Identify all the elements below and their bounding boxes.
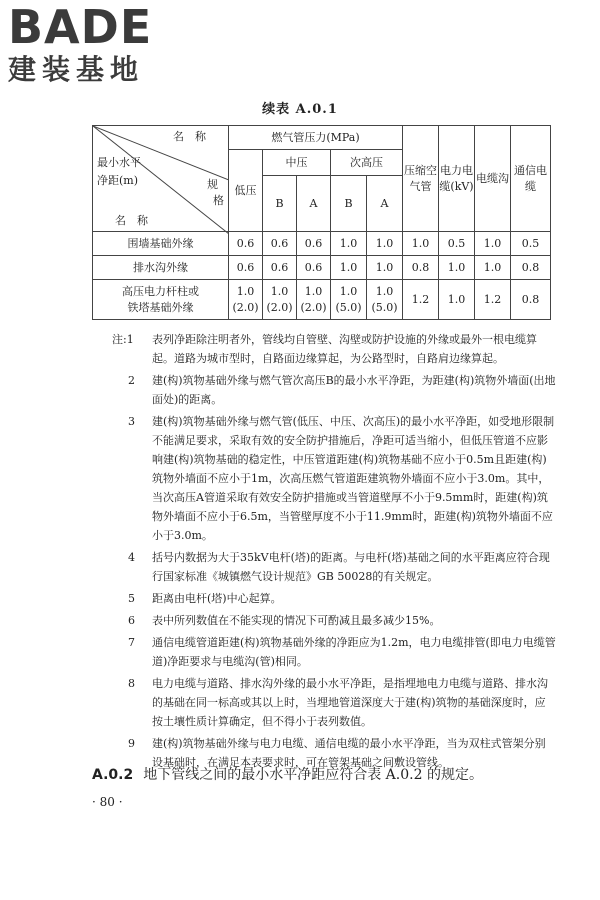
- table-row: [93, 256, 551, 280]
- logo: [8, 2, 152, 86]
- corner-name-top: 名 称: [173, 130, 206, 143]
- table-caption: 续表 A.0.1: [262, 102, 338, 117]
- cell: 0.6: [229, 232, 263, 256]
- cell: 0.8: [511, 256, 551, 280]
- cell: 0.6: [297, 232, 331, 256]
- table-notes: [112, 330, 556, 775]
- corner-min-horizontal: 最小水平: [97, 156, 141, 169]
- cell: 1.0 (2.0): [297, 280, 331, 320]
- corner-clearance-unit: 净距(m): [97, 174, 139, 187]
- note-number: 6: [128, 614, 135, 627]
- cell: 0.5: [511, 232, 551, 256]
- cell: 0.6: [229, 256, 263, 280]
- section-text: 地下管线之间的最小水平净距应符合表 A.0.2 的规定。: [143, 767, 483, 783]
- cell: 1.0: [403, 232, 439, 256]
- cell: 0.6: [263, 256, 297, 280]
- clearance-table: [92, 125, 551, 320]
- note-item: 注:1 表列净距除注明者外，管线均自管壁、沟壁或防护设施的外缘或最外一根电缆算起。道路为城市型时，自路面边缘算起，为公路型时，自路肩边缘算起。: [118, 330, 556, 368]
- cell: 1.0 (5.0): [367, 280, 403, 320]
- note-number: 7: [128, 636, 135, 649]
- note-item: 3 建(构)筑物基础外缘与燃气管(低压、中压、次高压)的最小水平净距，如受地形限制不能满足要求，采取有效的安全防护措施后，净距可适当缩小，但低压管道不应影响建(构)筑物基础的稳定性，中压管道距建(构)筑物基础不应小于0.5m且距建(构)筑物外墙面不应小于1m，次高压燃气管道距建筑物外墙面不应小于3.0m。其中，当次高压A管道采取有效安全防护措施或当管道壁厚不小于9.5mm时，距建(构)筑物外墙面不应小于6.5m，当管壁厚度不小于11.9mm时，距建(构)筑物外墙面不应小于3.0m。: [118, 412, 556, 545]
- cell: 1.0: [475, 256, 511, 280]
- note-item: 6 表中所列数值在不能实现的情况下可酌减且最多减少15%。: [118, 611, 556, 630]
- section-a-0-2: [92, 765, 562, 785]
- header-sub-high-a: A: [367, 176, 403, 232]
- cell: 1.0: [367, 256, 403, 280]
- header-low-pressure: 低压: [229, 150, 263, 232]
- note-number: 3: [128, 415, 135, 428]
- note-number: 5: [128, 592, 135, 605]
- cell: 1.0: [475, 232, 511, 256]
- note-item: 7 通信电缆管道距建(构)筑物基础外缘的净距应为1.2m，电力电缆排管(即电力电缆管道)净距要求与电缆沟(管)相同。: [118, 633, 556, 671]
- table-corner-cell: [93, 126, 229, 232]
- corner-spec-2: 格: [213, 194, 224, 207]
- note-item: 8 电力电缆与道路、排水沟外缘的最小水平净距，是指埋地电力电缆与道路、排水沟的基础在同一标高或其以上时，当埋地管道深度大于建(构)筑物的基础深度时，应按土壤性质计算确定，但不得小于表列数值。: [118, 674, 556, 731]
- note-item: 5 距离由电杆(塔)中心起算。: [118, 589, 556, 608]
- header-medium-a: A: [297, 176, 331, 232]
- header-sub-high-pressure: 次高压: [331, 150, 403, 176]
- header-compressed-air: 压缩空气管: [403, 126, 439, 232]
- section-number: A.0.2: [92, 767, 134, 783]
- note-number: 8: [128, 677, 135, 690]
- note-number: 2: [128, 374, 135, 387]
- row-name: 围墙基础外缘: [93, 232, 229, 256]
- cell: 0.6: [263, 232, 297, 256]
- cell: 1.0: [367, 232, 403, 256]
- cell: 0.8: [403, 256, 439, 280]
- table-row: [93, 232, 551, 256]
- row-name: 排水沟外缘: [93, 256, 229, 280]
- header-comm-cable: 通信电缆: [511, 126, 551, 232]
- cell: 1.0: [439, 256, 475, 280]
- cell: 1.2: [475, 280, 511, 320]
- logo-brand: BADE: [8, 0, 153, 54]
- table-row: [93, 280, 551, 320]
- logo-subtitle: 建装基地: [8, 53, 145, 86]
- cell: 1.0 (2.0): [263, 280, 297, 320]
- page-number: · 80 ·: [92, 795, 123, 809]
- header-gas-pressure: 燃气管压力(MPa): [229, 126, 403, 150]
- cell: 1.0 (2.0): [229, 280, 263, 320]
- cell: 1.0: [331, 256, 367, 280]
- cell: 1.0: [331, 232, 367, 256]
- note-number: 注:1: [112, 333, 134, 346]
- cell: 0.5: [439, 232, 475, 256]
- note-item: 2 建(构)筑物基础外缘与燃气管次高压B的最小水平净距，为距建(构)筑物外墙面(出地面处)的距离。: [118, 371, 556, 409]
- note-number: 4: [128, 551, 135, 564]
- corner-spec-1: 规: [207, 178, 218, 191]
- cell: 1.0 (5.0): [331, 280, 367, 320]
- header-sub-high-b: B: [331, 176, 367, 232]
- header-medium-pressure: 中压: [263, 150, 331, 176]
- header-cable-trench: 电缆沟: [475, 126, 511, 232]
- note-item: 9 建(构)筑物基础外缘与电力电缆、通信电缆的最小水平净距，当为双柱式管架分别设基础时，在满足本表要求时，可在管架基础之间敷设管线。: [118, 734, 556, 772]
- note-number: 9: [128, 737, 135, 750]
- cell: 1.2: [403, 280, 439, 320]
- corner-name-bottom: 名 称: [115, 214, 148, 227]
- cell: 0.8: [511, 280, 551, 320]
- cell: 0.6: [297, 256, 331, 280]
- header-medium-b: B: [263, 176, 297, 232]
- header-power-cable: 电力电缆(kV): [439, 126, 475, 232]
- row-name: 高压电力杆柱或 铁塔基础外缘: [93, 280, 229, 320]
- note-item: 4 括号内数据为大于35kV电杆(塔)的距离。与电杆(塔)基础之间的水平距离应符合现行国家标准《城镇燃气设计规范》GB 50028的有关规定。: [118, 548, 556, 586]
- cell: 1.0: [439, 280, 475, 320]
